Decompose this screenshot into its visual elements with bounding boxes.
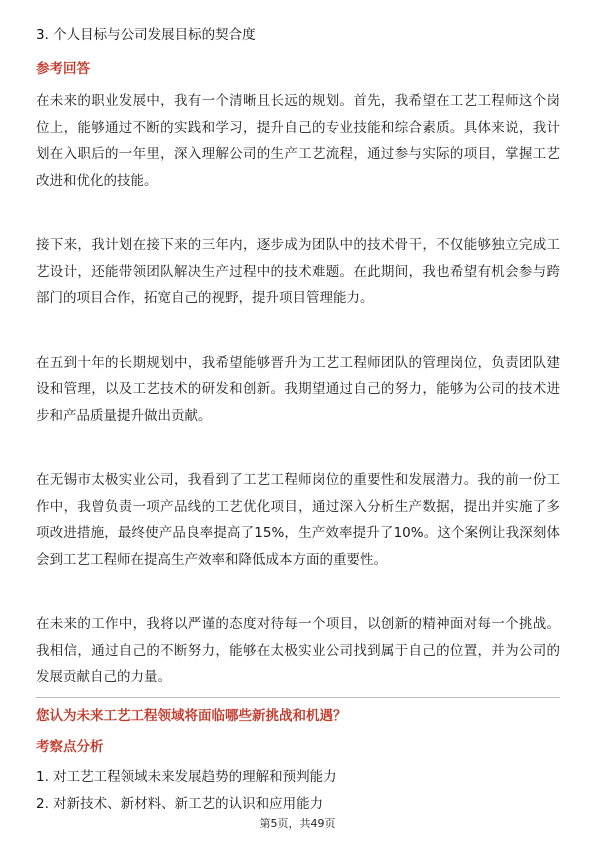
answer-paragraph: 接下来，我计划在接下来的三年内，逐步成为团队中的技术骨干，不仅能够独立完成工艺设计，还能带领团队解决生产过程中的技术难题。在此期间，我也希望有机会参与跨部门的项目合作，拓宽自己的视野，提升项目管理能力。	[36, 237, 560, 306]
question-heading: 3. 个人目标与公司发展目标的契合度	[36, 27, 256, 43]
answer-paragraph: 在五到十年的长期规划中，我希望能够晋升为工艺工程师团队的管理岗位，负责团队建设和管理，以及工艺技术的研发和创新。我期望通过自己的努力，能够为公司的技术进步和产品质量提升做出贡献。	[36, 354, 560, 424]
next-question-title: 您认为未来工艺工程领域将面临哪些新挑战和机遇？	[36, 708, 347, 724]
analysis-point: 1. 对工艺工程领域未来发展趋势的理解和预判能力	[36, 769, 337, 785]
analysis-label: 考察点分析	[36, 739, 104, 755]
answer-body	[36, 88, 560, 691]
answer-paragraph: 在无锡市太极实业公司，我看到了工艺工程师岗位的重要性和发展潜力。我的前一份工作中，我曾负责一项产品线的工艺优化项目，通过深入分析生产数据，提出并实施了多项改进措施，最终使产品良率提高了15%，生产效率提升了10%。这个案例让我深刻体会到工艺工程师在提高生产效率和降低成本方面的重要性。	[36, 472, 560, 568]
answer-paragraph: 在未来的职业发展中，我有一个清晰且长远的规划。首先，我希望在工艺工程师这个岗位上，能够通过不断的实践和学习，提升自己的专业技能和综合素质。具体来说，我计划在入职后的一年里，深入理解公司的生产工艺流程，通过参与实际的项目，掌握工艺改进和优化的技能。	[36, 93, 560, 189]
answer-paragraph: 在未来的工作中，我将以严谨的态度对待每一个项目，以创新的精神面对每一个挑战。我相信，通过自己的不断努力，能够在太极实业公司找到属于自己的位置，并为公司的发展贡献自己的力量。	[36, 616, 560, 685]
analysis-points-list	[36, 764, 337, 817]
analysis-point: 2. 对新技术、新材料、新工艺的认识和应用能力	[36, 795, 324, 812]
page-number: 第5页，共49页	[259, 817, 336, 830]
reference-answer-label: 参考回答	[36, 61, 90, 77]
section-divider	[36, 697, 560, 698]
